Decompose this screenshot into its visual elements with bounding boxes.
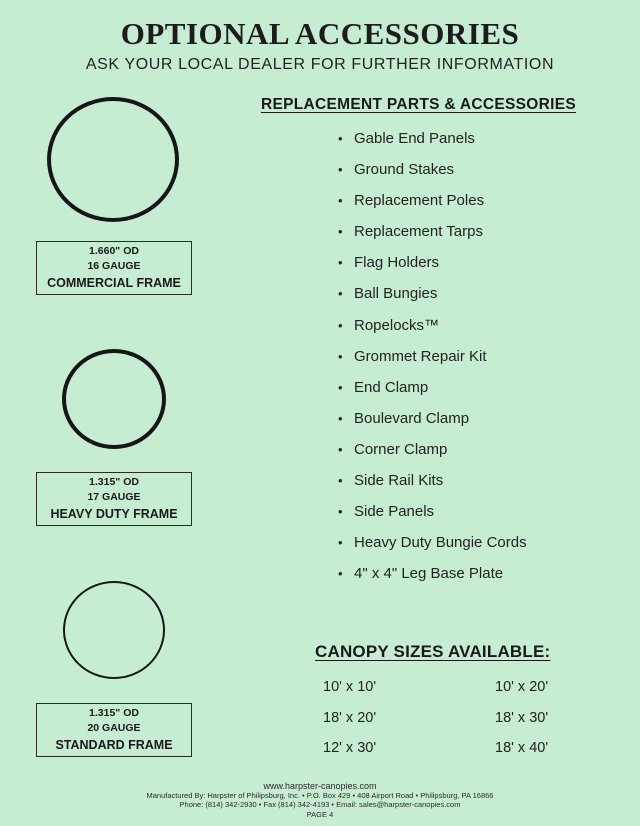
bullet-icon: • (338, 473, 343, 489)
frame-gauge: 20 GAUGE (87, 722, 141, 734)
standard-frame-label (36, 703, 192, 757)
bullet-icon: • (338, 193, 343, 209)
frame-od: 1.315" OD (89, 476, 139, 488)
page-subtitle: ASK YOUR LOCAL DEALER FOR FURTHER INFORMATION (85, 56, 555, 73)
list-item (338, 126, 527, 157)
bullet-icon: • (338, 255, 343, 271)
bullet-icon: • (338, 131, 343, 146)
footer-website: www.harpster-canopies.com (263, 781, 377, 791)
frame-name: HEAVY DUTY FRAME (50, 507, 178, 521)
list-item (338, 188, 527, 219)
list-item (338, 468, 527, 499)
list-item (338, 313, 527, 344)
part-label: Flag Holders (354, 254, 440, 272)
bullet-icon: • (338, 162, 343, 178)
commercial-frame-label (36, 241, 192, 295)
list-item (338, 375, 527, 406)
heavy-duty-frame-label (36, 472, 192, 526)
part-label: Ground Stakes (354, 161, 455, 179)
footer-manufacturer: Manufactured By: Harpster of Philipsburg, Inc. • P.O. Box 429 • 408 Airport Road • Philipsburg, PA 16866 (146, 791, 494, 800)
standard-frame-ring-icon (63, 581, 165, 679)
part-label: Side Panels (354, 503, 435, 521)
part-label: Grommet Repair Kit (354, 347, 487, 365)
list-item (338, 157, 527, 188)
bullet-icon: • (338, 566, 343, 582)
canopy-size: 12' x 30' (323, 740, 377, 756)
canopy-size: 18' x 20' (323, 710, 377, 726)
list-item (338, 406, 527, 437)
list-item (338, 561, 527, 592)
bullet-icon: • (338, 504, 343, 520)
footer-contact: Phone: (814) 342-2930 • Fax (814) 342-4193 • Email: sales@harpster-canopies.com (179, 800, 461, 809)
bullet-icon: • (338, 441, 343, 457)
frame-od: 1.660" OD (89, 245, 139, 257)
bullet-icon: • (338, 348, 343, 364)
frame-name: STANDARD FRAME (55, 738, 173, 752)
bullet-icon: • (338, 224, 343, 240)
list-item (338, 281, 527, 312)
bullet-icon: • (338, 379, 343, 395)
list-item (338, 250, 527, 281)
parts-list (338, 126, 527, 592)
part-label: Gable End Panels (354, 130, 475, 147)
canopy-size: 10' x 20' (495, 679, 549, 695)
frame-od: 1.315" OD (89, 707, 139, 719)
heavy-duty-frame-ring-icon (62, 349, 166, 449)
part-label: 4" x 4" Leg Base Plate (354, 565, 504, 583)
bullet-icon: • (338, 317, 343, 333)
canopy-size: 18' x 30' (495, 710, 549, 726)
canopy-sizes-heading: CANOPY SIZES AVAILABLE: (315, 642, 551, 661)
list-item (338, 219, 527, 250)
frame-gauge: 17 GAUGE (87, 491, 141, 503)
part-label: Side Rail Kits (354, 472, 444, 490)
footer-page-number: PAGE 4 (306, 810, 334, 819)
part-label: Replacement Tarps (354, 223, 483, 241)
frame-name: COMMERCIAL FRAME (47, 276, 181, 290)
frame-gauge: 16 GAUGE (87, 260, 141, 272)
part-label: Replacement Poles (354, 192, 485, 210)
bullet-icon: • (338, 286, 343, 302)
part-label: Heavy Duty Bungie Cords (354, 534, 527, 552)
part-label: End Clamp (354, 378, 429, 396)
list-item (338, 499, 527, 530)
part-label: Boulevard Clamp (354, 409, 470, 427)
part-label: Ropelocks™ (354, 316, 440, 334)
canopy-size: 18' x 40' (495, 740, 549, 756)
list-item (338, 344, 527, 375)
page-title: OPTIONAL ACCESSORIES (120, 16, 520, 51)
part-label: Ball Bungies (354, 285, 438, 303)
bullet-icon: • (338, 410, 343, 426)
part-label: Corner Clamp (354, 440, 448, 458)
commercial-frame-ring-icon (47, 97, 179, 222)
canopy-size: 10' x 10' (323, 679, 377, 695)
bullet-icon: • (338, 535, 343, 551)
list-item (338, 437, 527, 468)
parts-heading: REPLACEMENT PARTS & ACCESSORIES (261, 96, 577, 113)
list-item (338, 530, 527, 561)
